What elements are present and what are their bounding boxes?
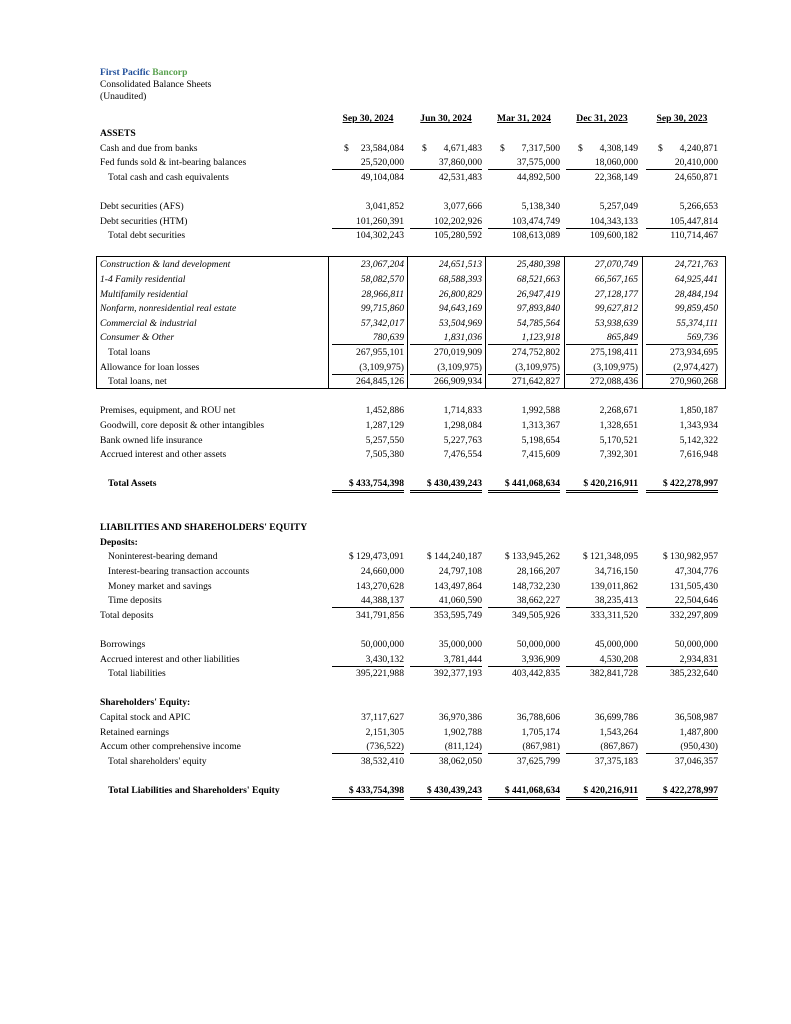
cell-value: (811,124) — [410, 740, 482, 754]
loans-box — [96, 256, 726, 388]
cell-value: 392,377,193 — [434, 668, 482, 680]
cell-value: 5,198,654 — [521, 434, 560, 446]
row-label: Shareholders' Equity: — [100, 697, 191, 709]
cell-value: $ 433,754,398 — [332, 784, 404, 800]
row-label: Total debt securities — [108, 230, 186, 242]
cell-value: 780,639 — [332, 331, 404, 345]
cell-value: 49,104,084 — [360, 171, 404, 183]
cell-value: $ 133,945,262 — [504, 551, 560, 563]
row-label: Nonfarm, nonresidential real estate — [100, 303, 237, 315]
cell-value: 36,699,786 — [594, 712, 638, 723]
loans-box-divider — [407, 256, 408, 388]
cell-value: 3,936,909 — [488, 653, 560, 667]
cell-value: 22,504,646 — [646, 594, 718, 608]
cell-value: 34,716,150 — [594, 566, 638, 577]
currency-symbol: $ — [422, 142, 427, 154]
table-row — [0, 215, 791, 229]
row-label: Borrowings — [100, 639, 146, 650]
row-label: Accum other comprehensive income — [100, 741, 241, 753]
cell-value: 5,138,340 — [521, 201, 560, 212]
cell-value: 38,235,413 — [566, 594, 638, 608]
cell-value: 349,505,926 — [512, 609, 560, 621]
row-label: LIABILITIES AND SHAREHOLDERS' EQUITY — [100, 522, 308, 534]
row-label: Total liabilities — [108, 668, 166, 680]
cell-value: 53,504,969 — [438, 317, 482, 329]
cell-value: 38,062,050 — [438, 755, 482, 767]
cell-value: 20,410,000 — [646, 156, 718, 170]
row-label: Total deposits — [100, 609, 154, 621]
cell-value: (3,109,975) — [332, 361, 404, 375]
cell-value: 5,142,322 — [679, 434, 718, 446]
cell-value: 54,785,564 — [516, 317, 560, 329]
row-label: Total shareholders' equity — [108, 755, 207, 767]
cell-value: 104,343,133 — [566, 215, 638, 229]
cell-value: 37,625,799 — [516, 755, 560, 767]
row-label: Money market and savings — [108, 580, 212, 592]
cell-value: 27,128,177 — [594, 288, 638, 300]
cell-value: 28,484,194 — [674, 288, 718, 300]
cell-value: 7,392,301 — [599, 449, 638, 461]
cell-value: 24,721,763 — [674, 259, 718, 271]
cell-value: 58,082,570 — [360, 274, 404, 285]
cell-value: 5,266,653 — [679, 201, 718, 212]
column-header: Sep 30, 2024 — [342, 113, 394, 124]
cell-value: 7,476,554 — [443, 449, 482, 461]
row-label: ASSETS — [100, 128, 136, 139]
row-label: Interest-bearing transaction accounts — [108, 566, 250, 577]
report-subtitle: (Unaudited) — [100, 91, 147, 102]
cell-value: 50,000,000 — [674, 639, 718, 650]
table-row — [0, 755, 791, 769]
row-label: Construction & land development — [100, 259, 231, 271]
cell-value: 1,850,187 — [679, 405, 718, 417]
table-row — [0, 171, 791, 185]
cell-value: $ 130,982,957 — [662, 551, 718, 563]
cell-value: 131,505,430 — [670, 580, 718, 592]
cell-value: 23,067,204 — [360, 259, 404, 271]
cell-value: 28,166,207 — [516, 566, 560, 577]
cell-value: 108,613,089 — [512, 230, 560, 242]
table-row — [0, 638, 791, 652]
table-row — [0, 653, 791, 667]
cell-value: 37,117,627 — [361, 712, 404, 723]
column-header: Dec 31, 2023 — [576, 113, 628, 124]
cell-value: (3,109,975) — [410, 361, 482, 375]
cell-value: $ 144,240,187 — [426, 551, 482, 563]
cell-value: 99,859,450 — [674, 303, 718, 315]
currency-symbol: $ — [500, 142, 505, 154]
cell-value: 266,909,934 — [434, 376, 482, 388]
table-row — [0, 711, 791, 725]
row-label: Commercial & industrial — [100, 317, 197, 329]
cell-value: 53,938,639 — [594, 317, 638, 329]
cell-value: 68,521,663 — [516, 274, 560, 285]
cell-value: 1,992,588 — [521, 405, 560, 417]
cell-value: $ 422,278,997 — [646, 784, 718, 800]
cell-value: 5,257,049 — [599, 201, 638, 212]
cell-value: 272,088,436 — [590, 376, 638, 388]
row-label: Deposits: — [100, 536, 138, 548]
cell-value: 267,955,101 — [356, 347, 404, 358]
cell-value: 47,304,776 — [674, 566, 718, 577]
cell-value: 273,934,695 — [670, 347, 718, 358]
row-label: Total Liabilities and Shareholders' Equity — [108, 785, 280, 796]
cell-value: 94,643,169 — [438, 303, 482, 315]
row-label: Allowance for loan losses — [100, 361, 200, 373]
table-row — [0, 142, 791, 156]
cell-value: 1,543,264 — [599, 726, 638, 738]
cell-value: 41,060,590 — [410, 594, 482, 608]
cell-value: 7,317,500 — [521, 142, 560, 154]
cell-value: 37,860,000 — [410, 156, 482, 170]
row-label: Time deposits — [108, 595, 162, 607]
cell-value: 24,660,000 — [360, 566, 404, 577]
cell-value: 270,960,268 — [670, 376, 718, 388]
cell-value: 105,280,592 — [434, 230, 482, 242]
cell-value: 865,849 — [566, 331, 638, 345]
cell-value: 341,791,856 — [356, 609, 404, 621]
cell-value: 109,600,182 — [590, 230, 638, 242]
cell-value: 2,151,305 — [365, 726, 404, 738]
row-label: Noninterest-bearing demand — [108, 551, 218, 563]
cell-value: 1,902,788 — [443, 726, 482, 738]
table-row — [0, 784, 791, 798]
cell-value: 66,567,165 — [594, 274, 638, 285]
cell-value: 24,651,513 — [438, 259, 482, 271]
cell-value: 382,841,728 — [590, 668, 638, 680]
row-label: Fed funds sold & int-bearing balances — [100, 157, 247, 169]
cell-value: 105,447,814 — [646, 215, 718, 229]
cell-value: 139,011,862 — [590, 580, 638, 592]
cell-value: 143,497,864 — [434, 580, 482, 592]
cell-value: 26,947,419 — [516, 288, 560, 300]
table-row — [0, 229, 791, 243]
cell-value: 7,505,380 — [365, 449, 404, 461]
table-row — [0, 200, 791, 214]
cell-value: 3,781,444 — [410, 653, 482, 667]
table-row — [0, 448, 791, 462]
table-row — [0, 726, 791, 740]
cell-value: 24,797,108 — [438, 566, 482, 577]
cell-value: 143,270,628 — [356, 580, 404, 592]
cell-value: 5,257,550 — [365, 434, 404, 446]
cell-value: 45,000,000 — [594, 639, 638, 650]
table-row — [0, 609, 791, 623]
cell-value: (950,430) — [646, 740, 718, 754]
cell-value: (3,109,975) — [488, 361, 560, 375]
table-row — [0, 536, 791, 550]
cell-value: $ 422,278,997 — [646, 477, 718, 493]
row-label: Multifamily residential — [100, 288, 188, 300]
company-name-part2: Bancorp — [152, 67, 188, 78]
cell-value: 2,268,671 — [599, 405, 638, 417]
row-label: Total loans, net — [108, 376, 167, 388]
cell-value: 1,343,934 — [679, 420, 718, 431]
cell-value: 7,415,609 — [521, 449, 560, 461]
row-label: Total loans — [108, 347, 151, 358]
cell-value: 1,328,651 — [599, 420, 638, 431]
cell-value: 36,788,606 — [516, 712, 560, 723]
cell-value: 24,650,871 — [674, 171, 718, 183]
cell-value: $ 433,754,398 — [332, 477, 404, 493]
row-label: Premises, equipment, and ROU net — [100, 405, 236, 417]
cell-value: 4,240,871 — [679, 142, 718, 154]
row-label: Cash and due from banks — [100, 142, 198, 154]
cell-value: (3,109,975) — [566, 361, 638, 375]
loans-box-divider — [485, 256, 486, 388]
table-row — [0, 550, 791, 564]
cell-value: 104,302,243 — [356, 230, 404, 242]
row-label: Debt securities (HTM) — [100, 215, 188, 227]
cell-value: 275,198,411 — [590, 347, 638, 358]
table-row — [0, 127, 791, 141]
row-label: Accrued interest and other assets — [100, 449, 227, 461]
cell-value: 7,616,948 — [679, 449, 718, 461]
currency-symbol: $ — [578, 142, 583, 154]
loans-box-divider — [564, 256, 565, 388]
cell-value: 26,800,829 — [438, 288, 482, 300]
cell-value: 101,260,391 — [332, 215, 404, 229]
table-row — [0, 594, 791, 608]
cell-value: 27,070,749 — [594, 259, 638, 271]
cell-value: 102,202,926 — [410, 215, 482, 229]
cell-value: 3,430,132 — [332, 653, 404, 667]
cell-value: 332,297,809 — [670, 609, 718, 621]
cell-value: 68,588,393 — [438, 274, 482, 285]
row-label: 1-4 Family residential — [100, 274, 186, 285]
cell-value: 271,642,827 — [512, 376, 560, 388]
table-row — [0, 580, 791, 594]
cell-value: 264,845,126 — [356, 376, 404, 388]
row-label: Total cash and cash equivalents — [108, 171, 229, 183]
cell-value: (2,974,427) — [646, 361, 718, 375]
table-row — [0, 404, 791, 418]
cell-value: 1,705,174 — [521, 726, 560, 738]
table-row — [0, 156, 791, 170]
cell-value: (867,981) — [488, 740, 560, 754]
cell-value: 403,442,835 — [512, 668, 560, 680]
cell-value: $ 129,473,091 — [348, 551, 404, 563]
row-label: Consumer & Other — [100, 332, 175, 344]
cell-value: 50,000,000 — [516, 639, 560, 650]
cell-value: 5,170,521 — [599, 434, 638, 446]
currency-symbol: $ — [344, 142, 349, 154]
cell-value: 42,531,483 — [438, 171, 482, 183]
cell-value: $ 441,068,634 — [488, 477, 560, 493]
cell-value: 148,732,230 — [512, 580, 560, 592]
cell-value: $ 441,068,634 — [488, 784, 560, 800]
cell-value: 25,480,398 — [516, 259, 560, 271]
cell-value: 569,736 — [646, 331, 718, 345]
cell-value: 1,487,800 — [679, 726, 718, 738]
cell-value: 103,474,749 — [488, 215, 560, 229]
row-label: Debt securities (AFS) — [100, 201, 184, 212]
cell-value: $ 420,216,911 — [566, 477, 638, 493]
company-name-part1: First Pacific — [100, 67, 150, 78]
table-row — [0, 696, 791, 710]
cell-value: 274,752,802 — [512, 347, 560, 358]
cell-value: 1,313,367 — [521, 420, 560, 431]
cell-value: 44,892,500 — [516, 171, 560, 183]
row-label: Retained earnings — [100, 726, 169, 738]
cell-value: 23,584,084 — [360, 142, 404, 154]
cell-value: 1,287,129 — [365, 420, 404, 431]
cell-value: 44,388,137 — [332, 594, 404, 608]
cell-value: 22,368,149 — [594, 171, 638, 183]
cell-value: (736,522) — [332, 740, 404, 754]
cell-value: 3,041,852 — [365, 201, 404, 212]
cell-value: 3,077,666 — [443, 201, 482, 212]
cell-value: 4,671,483 — [443, 142, 482, 154]
table-row — [0, 667, 791, 681]
table-row — [0, 565, 791, 579]
cell-value: 38,532,410 — [360, 755, 404, 767]
cell-value: 1,123,918 — [488, 331, 560, 345]
row-label: Total Assets — [108, 478, 157, 490]
cell-value: (867,867) — [566, 740, 638, 754]
cell-value: 270,019,909 — [434, 347, 482, 358]
cell-value: 1,298,084 — [443, 420, 482, 431]
cell-value: 110,714,467 — [670, 230, 718, 242]
cell-value: 1,831,036 — [410, 331, 482, 345]
report-title: Consolidated Balance Sheets — [100, 79, 212, 90]
cell-value: 37,375,183 — [594, 755, 638, 767]
cell-value: 353,595,749 — [434, 609, 482, 621]
row-label: Accrued interest and other liabilities — [100, 653, 240, 665]
cell-value: 4,530,208 — [566, 653, 638, 667]
table-row — [0, 477, 791, 491]
row-label: Capital stock and APIC — [100, 712, 191, 723]
table-row — [0, 419, 791, 433]
cell-value: 4,308,149 — [599, 142, 638, 154]
cell-value: 1,452,886 — [365, 405, 404, 417]
cell-value: 25,520,000 — [332, 156, 404, 170]
cell-value: 64,925,441 — [674, 274, 718, 285]
column-header: Jun 30, 2024 — [420, 113, 472, 124]
row-label: Bank owned life insurance — [100, 434, 203, 446]
cell-value: $ 430,439,243 — [410, 784, 482, 800]
loans-box-divider — [328, 256, 329, 388]
cell-value: $ 420,216,911 — [566, 784, 638, 800]
cell-value: 97,893,840 — [516, 303, 560, 315]
cell-value: 395,221,988 — [356, 668, 404, 680]
cell-value: 28,966,811 — [361, 288, 404, 300]
cell-value: 18,060,000 — [566, 156, 638, 170]
cell-value: $ 121,348,095 — [582, 551, 638, 563]
currency-symbol: $ — [658, 142, 663, 154]
cell-value: 37,046,357 — [674, 755, 718, 767]
cell-value: $ 430,439,243 — [410, 477, 482, 493]
row-label: Goodwill, core deposit & other intangibles — [100, 420, 265, 431]
cell-value: 55,374,111 — [676, 317, 718, 329]
cell-value: 1,714,833 — [443, 405, 482, 417]
cell-value: 36,970,386 — [438, 712, 482, 723]
loans-box-divider — [642, 256, 643, 388]
cell-value: 35,000,000 — [438, 639, 482, 650]
cell-value: 57,342,017 — [360, 317, 404, 329]
table-row — [0, 434, 791, 448]
cell-value: 37,575,000 — [488, 156, 560, 170]
cell-value: 333,311,520 — [590, 609, 638, 621]
cell-value: 50,000,000 — [360, 639, 404, 650]
column-header: Mar 31, 2024 — [497, 113, 551, 124]
cell-value: 2,934,831 — [646, 653, 718, 667]
cell-value: 5,227,763 — [443, 434, 482, 446]
cell-value: 38,662,227 — [488, 594, 560, 608]
column-header: Sep 30, 2023 — [656, 113, 708, 124]
cell-value: 385,232,640 — [670, 668, 718, 680]
table-row — [0, 521, 791, 535]
cell-value: 36,508,987 — [674, 712, 718, 723]
cell-value: 99,715,860 — [360, 303, 404, 315]
table-row — [0, 740, 791, 754]
cell-value: 99,627,812 — [594, 303, 638, 315]
